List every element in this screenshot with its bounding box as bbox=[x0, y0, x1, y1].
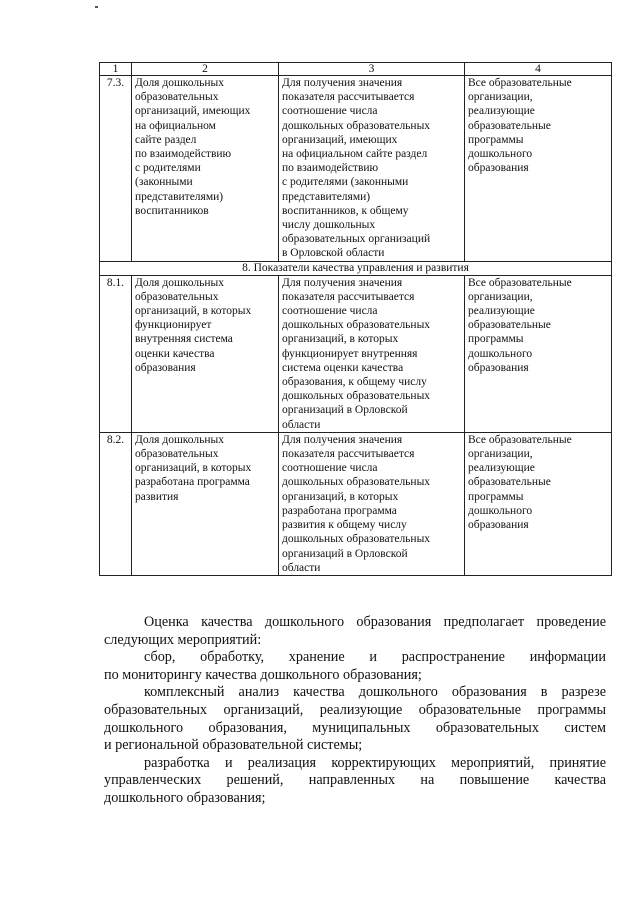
cell-line: числу дошкольных bbox=[282, 219, 376, 232]
cell-line: организаций, имеющих bbox=[135, 105, 251, 118]
cell-line: дошкольного bbox=[468, 347, 533, 360]
cell-line: развития bbox=[135, 490, 179, 503]
cell-line: Все образовательные bbox=[468, 77, 572, 89]
scope-cell bbox=[465, 76, 612, 262]
cell-line: оценки качества bbox=[135, 347, 215, 360]
cell-line: соотношение числа bbox=[282, 105, 378, 118]
cell-line: развития к общему числу bbox=[282, 519, 407, 532]
paragraph-line: Оценка качества дошкольного образования предполагает проведение bbox=[144, 614, 606, 630]
cell-line: дошкольных образовательных bbox=[282, 119, 431, 132]
indicator-name-cell bbox=[132, 432, 279, 575]
cell-line: представителями) bbox=[282, 190, 371, 203]
cell-line: соотношение числа bbox=[282, 305, 378, 318]
paragraph-line: комплексный анализ качества дошкольного образования в разрезе bbox=[144, 684, 606, 701]
cell-line: образовательных bbox=[135, 91, 219, 104]
row-number: 8.1. bbox=[100, 275, 132, 432]
cell-line: Для получения значения bbox=[282, 77, 403, 89]
cell-line: области bbox=[282, 418, 321, 431]
cell-line: организаций, в которых bbox=[135, 305, 252, 318]
table-row bbox=[100, 275, 612, 432]
section-title: 8. Показатели качества управления и развития bbox=[100, 261, 612, 275]
cell-line: на официальном bbox=[135, 119, 216, 132]
paragraph-line: управленческих решений, направленных на повышение качества bbox=[104, 772, 606, 789]
cell-line: показателя рассчитывается bbox=[282, 290, 415, 303]
cell-line: образовательных bbox=[135, 448, 219, 461]
cell-line: организаций в Орловской bbox=[282, 547, 408, 560]
cell-line: образования bbox=[135, 361, 196, 374]
cell-line: образования bbox=[468, 519, 529, 532]
header-col-2: 2 bbox=[132, 63, 279, 76]
cell-line: образования bbox=[468, 361, 529, 374]
paragraph bbox=[104, 684, 606, 754]
cell-line: организаций, в которых bbox=[282, 333, 399, 346]
cell-line: разработана программа bbox=[135, 476, 250, 489]
cell-line: представителями) bbox=[135, 190, 224, 203]
table-row bbox=[100, 76, 612, 262]
cell-line: с родителями (законными bbox=[282, 176, 409, 189]
cell-line: на официальном сайте раздел bbox=[282, 148, 428, 161]
calculation-method-cell bbox=[279, 76, 465, 262]
scope-cell bbox=[465, 275, 612, 432]
paragraph-line: дошкольного образования; bbox=[104, 789, 266, 806]
cell-line: Все образовательные bbox=[468, 433, 572, 446]
calculation-method-cell bbox=[279, 432, 465, 575]
cell-line: дошкольных образовательных bbox=[282, 390, 431, 403]
cell-line: дошкольных образовательных bbox=[282, 476, 431, 489]
cell-line: функционирует внутренняя bbox=[282, 347, 418, 360]
paragraph-line: образовательных организаций, реализующие образовательные программы bbox=[104, 701, 606, 718]
cell-line: дошкольного bbox=[468, 148, 533, 161]
indicators-table bbox=[99, 62, 612, 576]
scan-speck bbox=[95, 6, 98, 8]
cell-line: система оценки качества bbox=[282, 361, 404, 374]
cell-line: организации, bbox=[468, 91, 533, 104]
paragraph-line: сбор, обработку, хранение и распространение информации bbox=[144, 649, 606, 666]
cell-line: реализующие bbox=[468, 105, 535, 118]
cell-line: (законными bbox=[135, 176, 193, 189]
cell-line: программы bbox=[468, 490, 524, 503]
indicator-name-cell bbox=[132, 275, 279, 432]
scope-cell bbox=[465, 432, 612, 575]
cell-line: в Орловской области bbox=[282, 247, 385, 260]
paragraph-line: по мониторингу качества дошкольного образования; bbox=[104, 666, 422, 683]
cell-line: сайте раздел bbox=[135, 133, 197, 146]
table-row bbox=[100, 432, 612, 575]
cell-line: дошкольного bbox=[468, 504, 533, 517]
cell-line: организаций, в которых bbox=[282, 490, 399, 503]
cell-line: по взаимодействию bbox=[135, 148, 232, 161]
cell-line: показателя рассчитывается bbox=[282, 448, 415, 461]
cell-line: образовательных организаций bbox=[282, 233, 431, 246]
cell-line: организаций, имеющих bbox=[282, 133, 398, 146]
cell-line: функционирует bbox=[135, 319, 212, 332]
cell-line: Для получения значения bbox=[282, 276, 403, 289]
cell-line: программы bbox=[468, 133, 524, 146]
section-header-row bbox=[100, 261, 612, 275]
cell-line: организаций, в которых bbox=[135, 462, 252, 475]
cell-line: образовательные bbox=[468, 476, 551, 489]
cell-line: Доля дошкольных bbox=[135, 77, 225, 89]
cell-line: реализующие bbox=[468, 305, 535, 318]
cell-line: с родителями bbox=[135, 162, 201, 175]
cell-line: Для получения значения bbox=[282, 433, 403, 446]
header-col-1: 1 bbox=[100, 63, 132, 76]
paragraph-line: разработка и реализация корректирующих мероприятий, принятие bbox=[144, 754, 606, 771]
cell-line: воспитанников, к общему bbox=[282, 204, 409, 217]
cell-line: воспитанников bbox=[135, 204, 209, 217]
cell-line: Доля дошкольных bbox=[135, 276, 225, 289]
cell-line: по взаимодействию bbox=[282, 162, 379, 175]
cell-line: показателя рассчитывается bbox=[282, 91, 415, 104]
paragraph-line: следующих мероприятий: bbox=[104, 631, 262, 648]
cell-line: дошкольных образовательных bbox=[282, 533, 431, 546]
paragraph bbox=[104, 614, 606, 649]
paragraph-line: и региональной образовательной системы; bbox=[104, 737, 363, 754]
indicator-name-cell bbox=[132, 76, 279, 262]
cell-line: разработана программа bbox=[282, 504, 397, 517]
paragraph bbox=[104, 649, 606, 684]
cell-line: области bbox=[282, 561, 321, 574]
cell-line: соотношение числа bbox=[282, 462, 378, 475]
header-col-4: 4 bbox=[465, 63, 612, 76]
header-col-3: 3 bbox=[279, 63, 465, 76]
body-text bbox=[104, 614, 606, 808]
row-number: 7.3. bbox=[100, 76, 132, 262]
table-header-row bbox=[100, 63, 612, 76]
paragraph bbox=[104, 755, 606, 808]
cell-line: Все образовательные bbox=[468, 276, 572, 289]
cell-line: образования bbox=[468, 162, 529, 175]
cell-line: образования, к общему числу bbox=[282, 376, 427, 389]
cell-line: образовательных bbox=[135, 290, 219, 303]
cell-line: Доля дошкольных bbox=[135, 433, 225, 446]
cell-line: образовательные bbox=[468, 119, 551, 132]
cell-line: организаций в Орловской bbox=[282, 404, 408, 417]
calculation-method-cell bbox=[279, 275, 465, 432]
paragraph-line: дошкольного образования, муниципальных образовательных систем bbox=[104, 719, 606, 736]
cell-line: организации, bbox=[468, 290, 533, 303]
row-number: 8.2. bbox=[100, 432, 132, 575]
cell-line: программы bbox=[468, 333, 524, 346]
cell-line: дошкольных образовательных bbox=[282, 319, 431, 332]
cell-line: внутренняя система bbox=[135, 333, 233, 346]
cell-line: организации, bbox=[468, 448, 533, 461]
cell-line: реализующие bbox=[468, 462, 535, 475]
cell-line: образовательные bbox=[468, 319, 551, 332]
